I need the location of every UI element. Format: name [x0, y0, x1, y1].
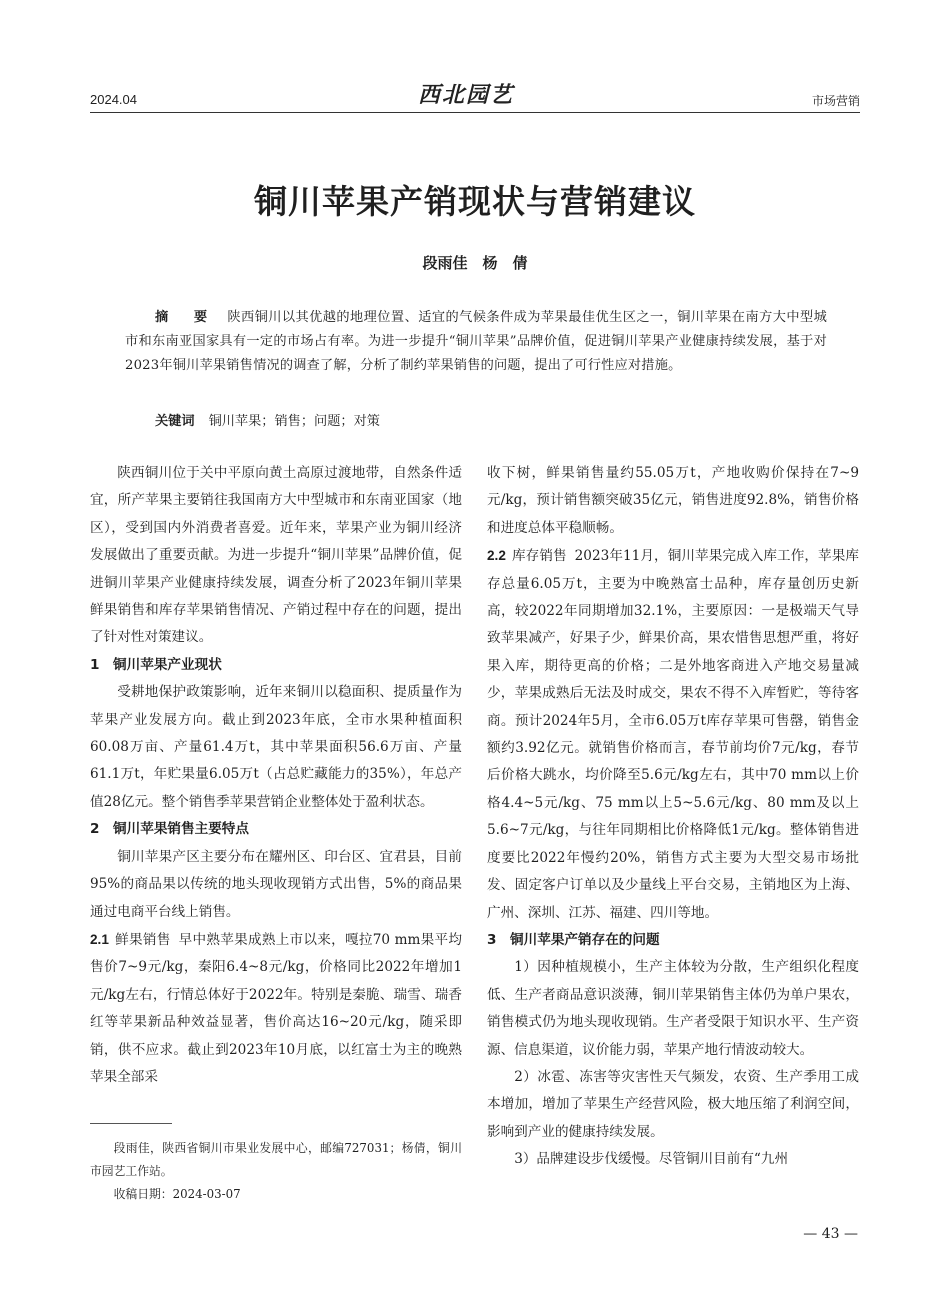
section-3-item-1: 1）因种植规模小，生产主体较为分散，生产组织化程度低、生产者商品意识淡薄，铜川苹果销售主体仍为单户果农，销售模式仍为地头现收现销。生产者受限于知识水平、生产资源、信息渠道，议价能力弱，苹果产地行情波动较大。	[487, 959, 859, 1058]
subsection-2-2-number: 2.2	[487, 548, 506, 564]
journal-logo: 西北园艺	[418, 82, 515, 108]
section-2-paragraph: 铜川苹果产区主要分布在耀州区、印台区、宜君县，目前95%的商品果以传统的地头现收现销方式出售，5%的商品果通过电商平台线上销售。	[90, 848, 462, 920]
footnote-rule	[90, 1123, 172, 1124]
subsection-2-2-text: 2023年11月，铜川苹果完成入库工作，苹果库存总量6.05万t，主要为中晚熟富士品种，库存量创历史新高，较2022年同期增加32.1%，主要原因：一是极端天气导致苹果减产，好果子少，鲜果价高，果农惜售思想严重，将好果入库，期待更高的价格；二是外地客商进入产地交易量减少，苹果成熟后无法及时成交，果农不得不入库暂贮，等待客商。预计2024年5月，全市6.05万t库存苹果可售罄，销售金额约3.92亿元。就销售价格而言，春节前均价7元/kg，春节后价格大跳水，均价降至5.6元/kg左右，其中70 mm以上价格4.4~5元/kg、75 mm以上5~5.6元/kg、80 mm及以上5.6~7元/kg，与往年同期相比价格降低1元/kg。整体销售进度要比2022年慢约20%，销售方式主要为大型交易市场批发、固定客户订单以及少量线上平台交易，主销地区为上海、广州、深圳、江苏、福建、四川等地。	[487, 548, 859, 921]
intro-paragraph: 陕西铜川位于关中平原向黄土高原过渡地带，自然条件适宜，所产苹果主要销往我国南方大中型城市和东南亚国家（地区），受到国内外消费者喜爱。近年来，苹果产业为铜川经济发展做出了重要贡献。为进一步提升“铜川苹果”品牌价值，促进铜川苹果产业健康持续发展，调查分析了2023年铜川苹果鲜果销售和库存苹果销售情况、产销过程中存在的问题，提出了针对性对策建议。	[90, 465, 462, 646]
header-rule	[90, 112, 860, 113]
subsection-2-2-title: 库存销售	[511, 548, 567, 565]
article-title: 铜川苹果产销现状与营销建议	[254, 182, 696, 221]
subsection-2-1	[90, 926, 462, 1091]
keywords	[125, 410, 827, 434]
footnote-author-info: 段雨佳，陕西省铜川市果业发展中心，邮编727031；杨倩，铜川市园艺工作站。	[90, 1141, 462, 1178]
abstract-label: 摘 要	[155, 310, 214, 325]
section-2-heading: 2 铜川苹果销售主要特点	[90, 821, 249, 838]
section-3-item-2: 2）冰雹、冻害等灾害性天气频发，农资、生产季用工成本增加，增加了苹果生产经营风险，极大地压缩了利润空间，影响到产业的健康持续发展。	[487, 1068, 859, 1140]
keywords-label: 关键词	[155, 414, 195, 429]
subsection-2-2	[487, 542, 859, 927]
section-name: 市场营销	[811, 94, 860, 108]
issue-date: 2024.04	[90, 92, 137, 107]
footnote-received-date: 收稿日期：2024-03-07	[113, 1187, 241, 1201]
subsection-2-1-continued: 收下树，鲜果销售量约55.05万t，产地收购价保持在7~9元/kg，预计销售额突破35亿元，销售进度92.8%，销售价格和进度总体平稳顺畅。	[487, 465, 859, 536]
abstract	[125, 306, 827, 378]
subsection-2-1-number: 2.1	[90, 931, 109, 947]
abstract-text: 陕西铜川以其优越的地理位置、适宜的气候条件成为苹果最佳优生区之一，铜川苹果在南方大中型城市和东南亚国家具有一定的市场占有率。为进一步提升“铜川苹果”品牌价值，促进铜川苹果产业健康持续发展，基于对2023年铜川苹果销售情况的调查了解，分析了制约苹果销售的问题，提出了可行性应对措施。	[125, 310, 828, 373]
section-3-heading: 3 铜川苹果产销存在的问题	[487, 931, 660, 948]
section-1-paragraph: 受耕地保护政策影响，近年来铜川以稳面积、提质量作为苹果产业发展方向。截止到2023年底，全市水果种植面积60.08万亩、产量61.4万t，其中苹果面积56.6万亩、产量61.1万t，年贮果量6.05万t（占总贮藏能力的35%），年总产值28亿元。整个销售季苹果营销企业整体处于盈利状态。	[90, 684, 462, 810]
section-3-item-3: 3）品牌建设步伐缓慢。尽管铜川目前有“九州	[514, 1151, 789, 1168]
page-number: — 43 —	[803, 1226, 858, 1242]
left-column	[90, 460, 462, 1091]
subsection-2-1-title: 鲜果销售	[114, 931, 171, 948]
right-column	[487, 460, 859, 1174]
footnote	[90, 1137, 462, 1206]
article-authors: 段雨佳 杨 倩	[422, 254, 528, 272]
section-1-heading: 1 铜川苹果产业现状	[90, 656, 222, 673]
page-header	[90, 78, 860, 112]
subsection-2-1-text: 早中熟苹果成熟上市以来，嘎拉70 mm果平均售价7~9元/kg，秦阳6.4~8元/kg，价格同比2022年增加1元/kg左右，行情总体好于2022年。特别是秦脆、瑞雪、瑞香红等苹果新品种效益显著，售价高达16~20元/kg，随采即销，供不应求。截止到2023年10月底，以红富士为主的晚熟苹果全部采	[90, 931, 462, 1085]
keywords-text: 铜川苹果；销售；问题；对策	[208, 414, 380, 429]
